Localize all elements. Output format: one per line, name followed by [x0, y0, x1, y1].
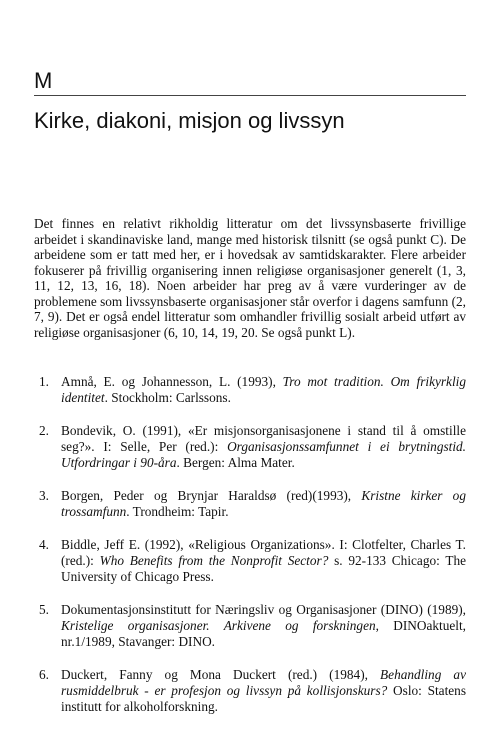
reference-number: 6. [39, 667, 49, 682]
reference-authors: Dokumentasjonsinstitutt for Næringsliv og Organisasjoner (DINO) (1989), [61, 602, 466, 617]
reference-title: Kristelige organisasjoner. Arkivene og forskningen [61, 618, 376, 633]
reference-title: Kristne kirker og trossamfunn [61, 488, 466, 519]
reference-title: Behandling av rusmiddelbruk - er profesjon og livssyn på kollisjonskurs? [61, 667, 466, 698]
reference-publisher: Oslo: Statens institutt for alkoholforskning. [61, 683, 466, 714]
reference-number: 5. [39, 602, 49, 617]
reference-list [34, 374, 466, 732]
reference-publisher: . Stockholm: Carlssons. [104, 390, 231, 405]
reference-authors: Borgen, Peder og Brynjar Haraldsø (red)(1993), [61, 488, 362, 503]
reference-item [34, 537, 466, 585]
intro-paragraph: Det finnes en relativt rikholdig litteratur om det livssynsbaserte frivillige arbeidet i skandinaviske land, mange med historisk tilsnitt (se også punkt C). De arbeidene som er tatt med her, er i hovedsak av samtidskarakter. Flere arbeider fokuserer på frivillig organisering innen religiøse organisasjoner generelt (1, 3, 11, 12, 13, 16, 18). Noen arbeider har preg av å være vurderinger av de problemene som livssynsbaserte organisasjoner står overfor i dagens samfunn (2, 7, 9). Det er også endel litteratur som omhandler frivillig sosialt arbeid utført av religiøse organisasjoner (6, 10, 14, 19, 20. Se også punkt L). [34, 216, 466, 340]
reference-publisher: , DINOaktuelt, nr.1/1989, Stavanger: DINO. [61, 618, 466, 649]
reference-item [34, 423, 466, 471]
reference-authors: Bondevik, O. (1991), «Er misjonsorganisasjonene i stand til å omstille seg?». I: Selle, Per (red.): [61, 423, 466, 454]
reference-item [34, 602, 466, 650]
reference-number: 2. [39, 423, 49, 438]
reference-title: Who Benefits from the Nonprofit Sector? [99, 553, 329, 568]
reference-title: Tro mot tradition. Om frikyrklig identitet [61, 374, 466, 405]
reference-publisher: s. 92-133 Chicago: The University of Chicago Press. [61, 553, 467, 584]
reference-publisher: . Trondheim: Tapir. [126, 504, 229, 519]
reference-title: Organisasjonssamfunnet i ei brytningstid. Utfordringar i 90-åra [61, 439, 466, 470]
reference-item [34, 374, 466, 406]
reference-authors: Biddle, Jeff E. (1992), «Religious Organizations». I: Clotfelter, Charles T. (red.): [61, 537, 466, 568]
section-letter: M [34, 68, 53, 93]
reference-authors: Duckert, Fanny og Mona Duckert (red.) (1984), [61, 667, 381, 682]
reference-publisher: . Bergen: Alma Mater. [176, 455, 295, 470]
reference-number: 3. [39, 488, 49, 503]
reference-item [34, 488, 466, 520]
reference-authors: Amnå, E. og Johannesson, L. (1993), [61, 374, 283, 389]
section-divider [34, 95, 466, 96]
reference-item [34, 667, 466, 715]
reference-number: 1. [39, 374, 49, 389]
section-title: Kirke, diakoni, misjon og livssyn [34, 108, 345, 133]
reference-number: 4. [39, 537, 49, 552]
